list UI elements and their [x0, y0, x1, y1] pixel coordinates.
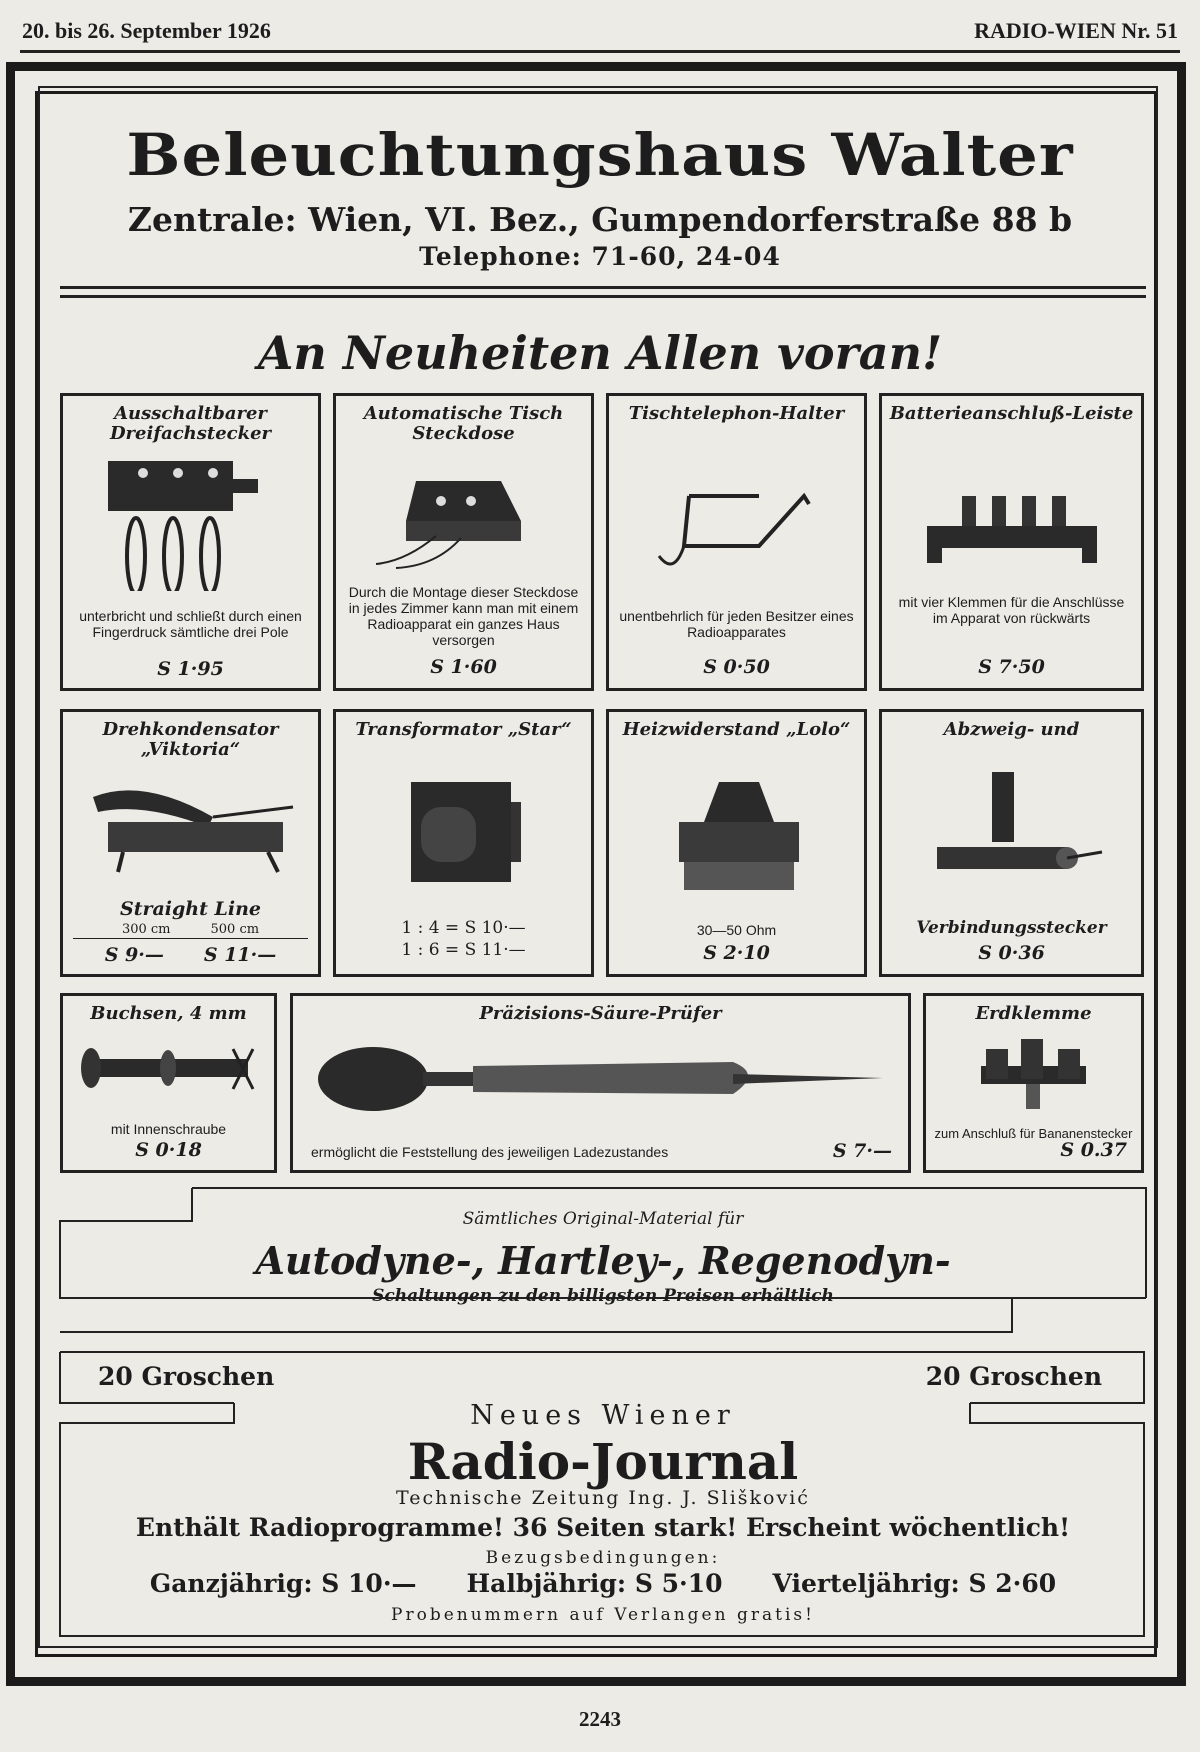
- product-price: S 11·—: [203, 944, 277, 966]
- journal-pretitle: Neues Wiener: [470, 1400, 736, 1431]
- product-title: Präzisions-Säure-Prüfer: [479, 1003, 722, 1024]
- material-note: Schaltungen zu den billigsten Preisen erhältlich: [372, 1286, 834, 1306]
- rate-yearly: Ganzjährig: S 10·—: [149, 1569, 417, 1598]
- journal-samples: Probenummern auf Verlangen gratis!: [391, 1605, 815, 1625]
- company-address: Zentrale: Wien, VI. Bez., Gumpendorferstraße 88 b: [127, 200, 1073, 239]
- issue-date: 20. bis 26. September 1926: [22, 18, 271, 43]
- product-card: [60, 709, 321, 977]
- product-desc: mit vier Klemmen für die Anschlüsse im Apparat von rückwärts: [898, 594, 1125, 626]
- product-price: S 0.37: [1060, 1139, 1127, 1161]
- telephone-holder-illustration: [609, 476, 864, 586]
- product-price: S 0·50: [703, 656, 770, 678]
- product-price: S 1·60: [430, 656, 497, 678]
- product-title: Heizwiderstand „Lolo“: [622, 719, 851, 740]
- product-card: [333, 709, 594, 977]
- condenser-illustration: [63, 772, 318, 882]
- page-header: [22, 14, 1178, 48]
- divider: [60, 286, 1146, 298]
- slogan: An Neuheiten Allen voran!: [257, 326, 943, 380]
- product-card: [333, 393, 594, 691]
- product-price: S 2·10: [703, 942, 770, 964]
- journal-price-left: 20 Groschen: [98, 1362, 275, 1391]
- product-card: [60, 393, 321, 691]
- rate-quarterly: Vierteljährig: S 2·60: [772, 1569, 1057, 1598]
- header-rule: [20, 50, 1180, 53]
- size-label: 500 cm: [210, 922, 260, 937]
- battery-strip-illustration: [882, 481, 1141, 581]
- product-title: Automatische Tisch Steckdose: [363, 403, 564, 444]
- product-price: S 9·—: [104, 944, 164, 966]
- product-card: [879, 709, 1144, 977]
- socket-illustration: [336, 466, 591, 576]
- journal-conditions: Bezugsbedingungen:: [485, 1548, 721, 1568]
- jacks-illustration: [63, 1034, 274, 1104]
- product-desc: zum Anschluß für Bananenstecker: [934, 1126, 1133, 1141]
- journal-price-right: 20 Groschen: [925, 1362, 1102, 1391]
- product-price: S 0·18: [135, 1139, 202, 1161]
- product-card: [606, 709, 867, 977]
- product-title: Transformator „Star“: [355, 719, 572, 740]
- company-name: Beleuchtungshaus Walter: [126, 121, 1074, 190]
- journal-subtitle: Technische Zeitung Ing. J. Slišković: [396, 1487, 810, 1509]
- product-card: [290, 993, 911, 1173]
- material-intro: Sämtliches Original-Material für: [462, 1209, 744, 1229]
- material-circuits: Autodyne-, Hartley-, Regenodyn-: [255, 1238, 951, 1283]
- product-desc: unentbehrlich für jeden Besitzer eines Radioapparates: [619, 608, 854, 640]
- triple-plug-illustration: [63, 451, 318, 591]
- journal-rates: [60, 1569, 1146, 1598]
- product-price: S 7·—: [832, 1140, 892, 1162]
- straight-line-label: Straight Line: [119, 898, 261, 920]
- product-card: [879, 393, 1144, 691]
- product-price: S 7·50: [978, 656, 1045, 678]
- size-label: 300 cm: [121, 922, 171, 937]
- transformer-illustration: [336, 772, 591, 892]
- magazine-name: RADIO-WIEN Nr. 51: [974, 18, 1178, 43]
- product-title: Ausschaltbarer Dreifachstecker: [109, 403, 272, 444]
- ratio-line: 1 : 4 = S 10·—: [401, 918, 526, 938]
- product-desc: Verbindungsstecker: [916, 918, 1107, 938]
- condenser-prices: [63, 944, 318, 966]
- ratio-line: 1 : 6 = S 11·—: [401, 940, 526, 960]
- journal-title: Radio-Journal: [407, 1432, 799, 1491]
- page-number: 2243: [579, 1707, 621, 1731]
- company-phone: Telephone: 71-60, 24-04: [419, 242, 781, 271]
- earth-clamp-illustration: [926, 1031, 1141, 1116]
- product-title: Tischtelephon-Halter: [628, 403, 845, 424]
- product-card: [60, 993, 277, 1173]
- product-price: S 0·36: [978, 942, 1045, 964]
- acid-tester-illustration: [293, 1034, 908, 1124]
- product-desc: ermöglicht die Feststellung des jeweiligen Ladezustandes: [311, 1144, 669, 1160]
- journal-claims: Enthält Radioprogramme! 36 Seiten stark! Erscheint wöchentlich!: [135, 1513, 1071, 1542]
- product-title: Drehkondensator „Viktoria“: [102, 719, 279, 760]
- product-card: [923, 993, 1144, 1173]
- product-desc: unterbricht und schließt durch einen Fingerdruck sämtliche drei Pole: [79, 608, 302, 640]
- product-price: S 1·95: [157, 658, 224, 680]
- resistor-illustration: [609, 772, 864, 897]
- rate-halfyearly: Halbjährig: S 5·10: [466, 1569, 723, 1598]
- product-desc: Durch die Montage dieser Steckdose in jedes Zimmer kann man mit einem Radioapparat ein ganzes Haus versorgen: [348, 584, 579, 648]
- product-card: [606, 393, 867, 691]
- product-title: Buchsen, 4 mm: [90, 1003, 247, 1024]
- connector-illustration: [882, 767, 1141, 907]
- product-title: Erdklemme: [975, 1003, 1092, 1024]
- condenser-sizes: [63, 922, 318, 937]
- product-desc: mit Innenschraube: [110, 1121, 227, 1137]
- product-title: Batterieanschluß-Leiste: [889, 403, 1134, 424]
- product-title: Abzweig- und: [943, 719, 1080, 740]
- product-desc: 30—50 Ohm: [696, 922, 777, 938]
